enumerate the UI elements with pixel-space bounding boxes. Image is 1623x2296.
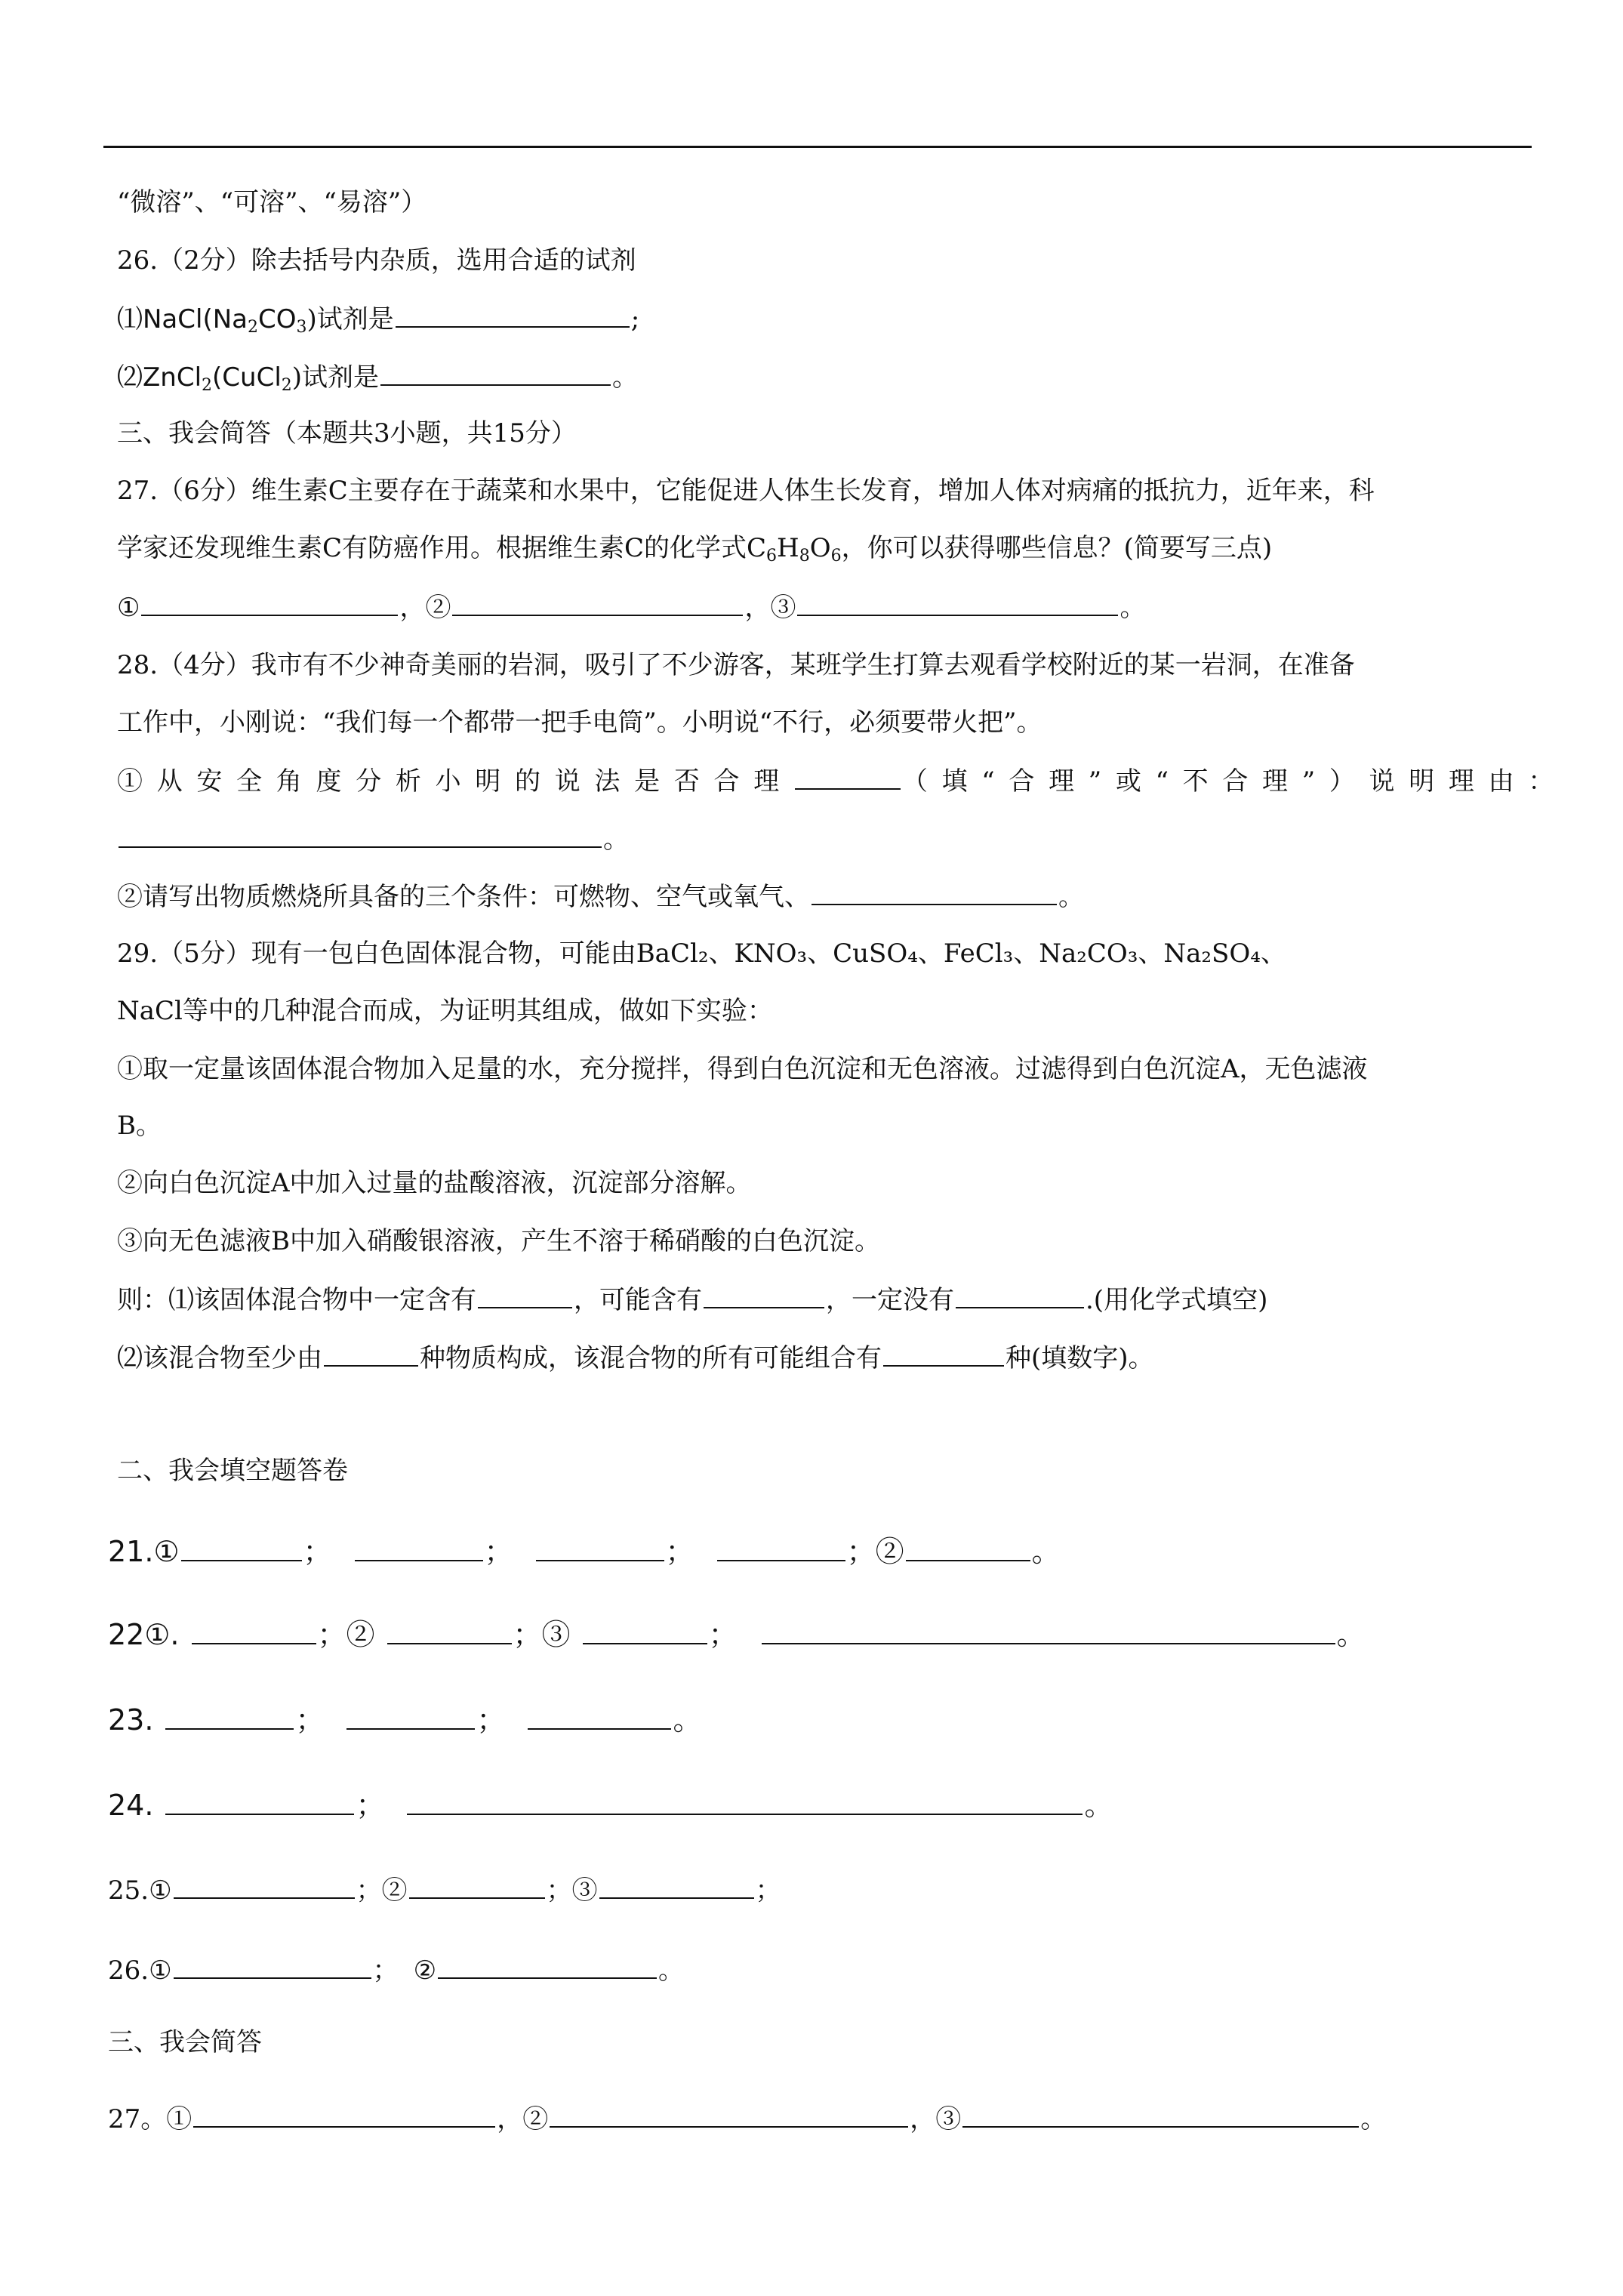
separator: ； — [372, 1955, 399, 1986]
formula-o: O — [809, 533, 831, 563]
q27-line2-text-a: 学家还发现维生素C有防癌作用。根据维生素C的化学式C — [117, 533, 767, 563]
subscript: 3 — [296, 318, 307, 337]
answer-label: 24. — [108, 1789, 154, 1822]
punctuation: 。 — [1119, 593, 1146, 623]
q29-line4-text: B。 — [117, 1111, 162, 1141]
marker: ，② — [399, 593, 451, 623]
q27-line1-text: 27.（6分）维生素C主要存在于蔬菜和水果中，它能促进人体生长发育，增加人体对病痛的抵抗力，近年来，科 — [117, 476, 1375, 506]
answer-sheet-title — [117, 1453, 348, 1488]
punctuation: 。 — [603, 824, 629, 855]
answer-21-blank-1[interactable] — [181, 1534, 302, 1561]
q29-line5 — [117, 1166, 752, 1200]
q29-line3 — [117, 1052, 1368, 1086]
section3-heading — [117, 416, 577, 451]
marker: ，② — [497, 2104, 549, 2134]
q29-line7-text-b: ，可能含有 — [574, 1285, 702, 1315]
separator: ； — [665, 1535, 694, 1568]
answer-label: 22①. — [108, 1618, 180, 1651]
answer-24-blank-1[interactable] — [165, 1788, 354, 1815]
answer-21-blank-4[interactable] — [717, 1534, 845, 1561]
q29-line7-text-d: .(用化学式填空) — [1086, 1285, 1268, 1315]
q27-line2 — [117, 531, 1272, 566]
answer-label: 27。① — [108, 2104, 192, 2134]
answer-section3-heading-text: 三、我会简答 — [108, 2027, 262, 2057]
q29-line5-text: ②向白色沉淀A中加入过量的盐酸溶液，沉淀部分溶解。 — [117, 1168, 752, 1198]
answer-27 — [108, 2100, 1386, 2137]
separator: ； — [708, 1618, 738, 1651]
answer-label: 21. — [108, 1535, 154, 1568]
answer-24 — [108, 1788, 1113, 1823]
q26-part2-number: ⑵ — [117, 362, 143, 393]
subscript: 2 — [248, 318, 258, 337]
q27-line1 — [117, 473, 1375, 508]
punctuation: ； — [755, 1875, 781, 1906]
q26-stem — [117, 243, 636, 278]
q26-part2-formula-a: ZnCl — [143, 362, 202, 393]
answer-26-blank-1[interactable] — [174, 1952, 371, 1979]
q25-tail — [117, 185, 427, 220]
answer-24-blank-2[interactable] — [407, 1788, 1083, 1815]
q26-part1-number: ⑴ — [117, 304, 143, 334]
marker: ，③ — [744, 593, 796, 623]
answer-25-blank-2[interactable] — [409, 1872, 545, 1899]
answer-21-blank-5[interactable] — [906, 1534, 1030, 1561]
q26-part2-answer-blank[interactable] — [380, 359, 611, 386]
q26-stem-text: 26.（2分）除去括号内杂质，选用合适的试剂 — [117, 245, 636, 276]
q29-line7-text-c: ，一定没有 — [826, 1285, 954, 1315]
answer-26-blank-2[interactable] — [438, 1952, 657, 1979]
separator: ； — [846, 1535, 876, 1568]
punctuation: 。 — [673, 1703, 702, 1737]
answer-22 — [108, 1617, 1366, 1652]
q29-line1 — [117, 936, 1286, 971]
subscript: 6 — [766, 547, 778, 566]
separator: ； — [513, 1618, 542, 1651]
answer-sheet-title-text: 二、我会填空题答卷 — [117, 1456, 348, 1486]
separator: ； — [484, 1535, 513, 1568]
q29-line6 — [117, 1224, 880, 1259]
answer-label: 26.① — [108, 1955, 172, 1986]
separator: ； — [356, 1789, 385, 1822]
separator: ； — [303, 1535, 332, 1568]
answer-21-blank-3[interactable] — [536, 1534, 664, 1561]
q28-line5-text: ②请写出物质燃烧所具备的三个条件：可燃物、空气或氧气、 — [117, 882, 810, 912]
answer-25-blank-3[interactable] — [599, 1872, 754, 1899]
formula-h: H — [777, 533, 799, 563]
q28-line2-text: 工作中，小刚说：“我们每一个都带一把手电筒”。小明说“不行，必须要带火把”。 — [117, 707, 1042, 738]
punctuation: 。 — [1336, 1618, 1366, 1651]
answer-22-blank-4[interactable] — [762, 1617, 1335, 1644]
q29-blank-combinations[interactable] — [883, 1339, 1004, 1367]
q29-line2 — [117, 994, 773, 1028]
answer-22-blank-1[interactable] — [192, 1617, 316, 1644]
q29-blank-min-count[interactable] — [324, 1339, 418, 1367]
answer-label: 23. — [108, 1703, 154, 1737]
q26-part1-label: )试剂是 — [306, 304, 394, 334]
q28-line3-text-a: ①从安全角度分析小明的说法是否合理 — [117, 766, 793, 797]
marker: ② — [346, 1618, 375, 1651]
q28-line1 — [117, 648, 1355, 683]
q26-part1-formula-a: NaCl(Na — [143, 304, 248, 334]
punctuation: ; — [630, 304, 640, 334]
q27-answer-blank-1[interactable] — [141, 589, 398, 616]
q28-blank-reason[interactable] — [119, 821, 602, 848]
q25-tail-text: “微溶”、“可溶”、“易溶”） — [117, 187, 427, 217]
q27-line2-text-b: ，你可以获得哪些信息？(简要写三点) — [841, 533, 1273, 563]
q29-line2-text: NaCl等中的几种混合而成，为证明其组成，做如下实验： — [117, 996, 773, 1026]
answer-23-blank-1[interactable] — [165, 1703, 294, 1730]
q27-answer-blank-3[interactable] — [797, 589, 1118, 616]
q28-line1-text: 28.（4分）我市有不少神奇美丽的岩洞，吸引了不少游客，某班学生打算去观看学校附近的某一岩洞，在准备 — [117, 650, 1355, 680]
answer-25 — [108, 1872, 781, 1908]
marker: ② — [413, 1955, 437, 1986]
q28-line2 — [117, 705, 1042, 740]
q28-line4 — [117, 821, 629, 857]
q28-blank-condition[interactable] — [812, 878, 1057, 905]
q26-part2-label: )试剂是 — [291, 362, 380, 393]
marker: ；③ — [546, 1875, 598, 1906]
q29-line8-text-c: 种(填数字)。 — [1006, 1343, 1154, 1373]
q29-blank-must-not-contain[interactable] — [956, 1281, 1084, 1308]
marker: ② — [875, 1535, 904, 1568]
punctuation: 。 — [1031, 1535, 1061, 1568]
separator: ； — [317, 1618, 346, 1651]
q29-line1-text: 29.（5分）现有一包白色固体混合物，可能由BaCl₂、KNO₃、CuSO₄、FeCl₃、Na₂CO₃、Na₂SO₄、 — [117, 938, 1286, 969]
q29-line4 — [117, 1108, 162, 1143]
marker: ，③ — [910, 2104, 962, 2134]
q29-blank-must-contain[interactable] — [478, 1281, 572, 1308]
answer-26 — [108, 1952, 684, 1988]
q27-answer-blank-2[interactable] — [452, 589, 743, 616]
q26-part2-formula-b: (CuCl — [212, 362, 282, 393]
marker: ；② — [356, 1875, 408, 1906]
q29-line7-text-a: 则：⑴该固体混合物中一定含有 — [117, 1285, 476, 1315]
answer-27-blank-2[interactable] — [550, 2100, 908, 2128]
q28-line3 — [117, 763, 1568, 799]
q28-blank-reasonable[interactable] — [795, 763, 901, 790]
q27-answers — [117, 589, 1145, 625]
answer-22-blank-2[interactable] — [387, 1617, 512, 1644]
answer-23-blank-2[interactable] — [346, 1703, 475, 1730]
subscript: 2 — [281, 376, 292, 395]
marker: ① — [153, 1535, 180, 1568]
q29-line8-text-a: ⑵该混合物至少由 — [117, 1343, 322, 1373]
answer-section3-heading — [108, 2025, 262, 2060]
separator: ； — [295, 1703, 325, 1737]
punctuation: 。 — [1084, 1789, 1113, 1822]
q29-line8-text-b: 种物质构成，该混合物的所有可能组合有 — [420, 1343, 882, 1373]
header-rule — [103, 146, 1532, 148]
subscript: 2 — [202, 376, 213, 395]
section3-heading-text: 三、我会简答（本题共3小题，共15分） — [117, 418, 577, 448]
q28-line3-text-b: （填“合理”或“不合理”）说明理由： — [901, 766, 1569, 797]
q29-line6-text: ③向无色滤液B中加入硝酸银溶液，产生不溶于稀硝酸的白色沉淀。 — [117, 1226, 880, 1256]
q26-part1 — [117, 300, 639, 337]
answer-23 — [108, 1703, 701, 1737]
answer-22-blank-3[interactable] — [583, 1617, 707, 1644]
answer-25-blank-1[interactable] — [174, 1872, 355, 1899]
subscript: 6 — [830, 547, 842, 566]
subscript: 8 — [799, 547, 810, 566]
answer-27-blank-1[interactable] — [193, 2100, 495, 2128]
answer-label: 25.① — [108, 1875, 172, 1906]
marker: ① — [117, 593, 140, 623]
q29-line3-text: ①取一定量该固体混合物加入足量的水，充分搅拌，得到白色沉淀和无色溶液。过滤得到白色沉淀A，无色滤液 — [117, 1054, 1368, 1084]
answer-21-blank-2[interactable] — [355, 1534, 483, 1561]
q29-line7 — [117, 1281, 1267, 1318]
q28-line5 — [117, 878, 1084, 914]
q26-part2 — [117, 359, 638, 395]
separator: ； — [476, 1703, 506, 1737]
marker: ③ — [541, 1618, 571, 1651]
punctuation: 。 — [1058, 882, 1084, 912]
answer-21 — [108, 1534, 1061, 1569]
punctuation: 。 — [1360, 2104, 1387, 2134]
q29-line8 — [117, 1339, 1154, 1376]
answer-27-blank-3[interactable] — [962, 2100, 1359, 2128]
answer-23-blank-3[interactable] — [528, 1703, 671, 1730]
punctuation: 。 — [612, 362, 639, 393]
q26-part1-formula-b: CO — [258, 304, 297, 334]
q26-part1-answer-blank[interactable] — [396, 300, 630, 328]
punctuation: 。 — [658, 1955, 685, 1986]
q29-blank-may-contain[interactable] — [704, 1281, 824, 1308]
